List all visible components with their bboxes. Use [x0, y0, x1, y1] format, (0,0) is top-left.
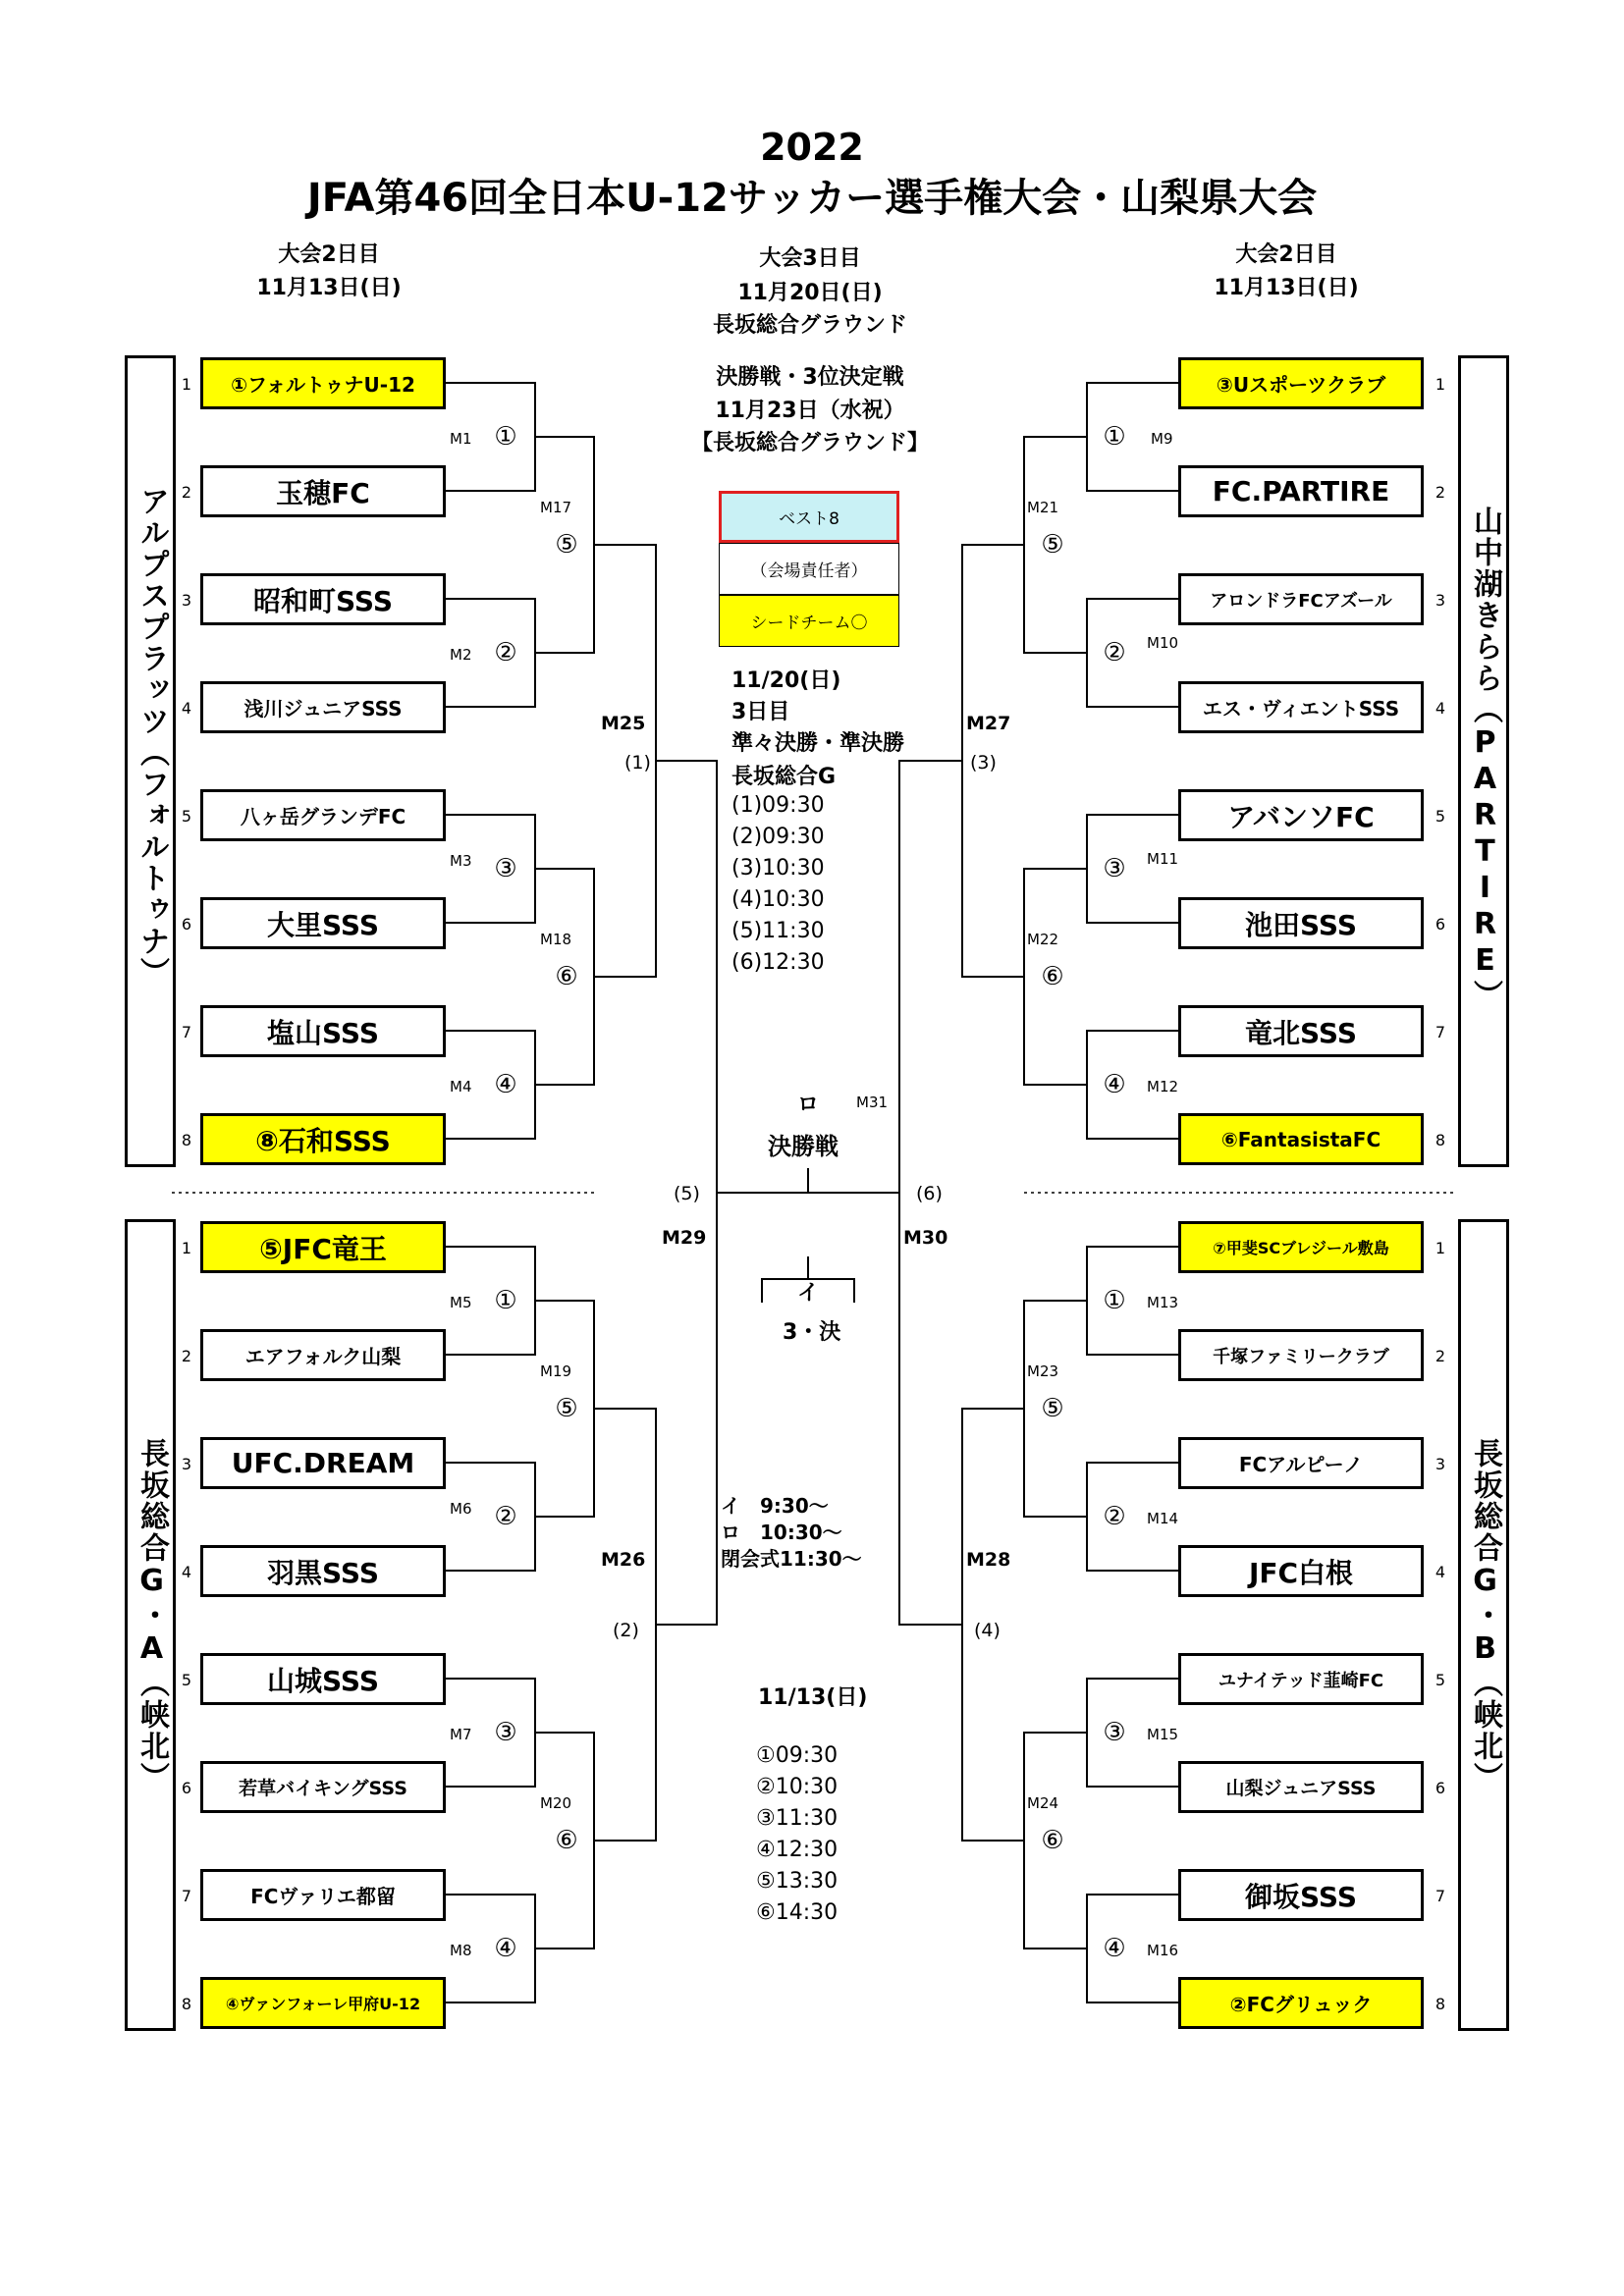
match-time-slot: (3) — [970, 752, 997, 774]
day2-date: 11/13(日) — [758, 1685, 868, 1710]
team-box: JFC白根 — [1178, 1545, 1424, 1597]
team-box: ①フォルトゥナU-12 — [200, 357, 446, 409]
team-box: 千塚ファミリークラブ — [1178, 1329, 1424, 1381]
team-box: エアフォルク山梨 — [200, 1329, 446, 1381]
team-box: 御坂SSS — [1178, 1869, 1424, 1921]
match-circle: ⑤ — [555, 530, 578, 560]
day2-time: ⑥14:30 — [756, 1900, 839, 1925]
final-venue: 【長坂総合グラウンド】 — [690, 431, 929, 455]
center-day: 大会3日目 — [759, 246, 861, 271]
match-number: M3 — [450, 852, 472, 870]
day2-time: ①09:30 — [756, 1743, 839, 1768]
match-circle: ④ — [494, 1934, 517, 1963]
match-number: M15 — [1147, 1726, 1179, 1743]
group-label: 山中湖きらら（PARTIRE） — [1468, 506, 1502, 1011]
match-number: M22 — [1027, 931, 1059, 948]
schedule-time: (4)10:30 — [731, 887, 825, 912]
match-time-slot: (6) — [916, 1183, 943, 1204]
team-box: ⑧石和SSS — [200, 1113, 446, 1165]
match-circle: ④ — [494, 1070, 517, 1099]
match-circle: ③ — [1103, 1718, 1126, 1747]
slot-number: 3 — [1435, 1455, 1446, 1473]
final-date: 11月23日（水祝） — [715, 399, 905, 423]
match-circle: ① — [1103, 422, 1126, 452]
final-schedule-line: 閉会式11:30〜 — [721, 1547, 862, 1571]
final-label: 決勝戦 — [768, 1133, 839, 1160]
slot-number: 7 — [1435, 1023, 1446, 1041]
match-circle: ⑤ — [1041, 530, 1064, 560]
final-schedule-line: ロ 10:30〜 — [721, 1521, 842, 1544]
match-circle: ⑥ — [1041, 962, 1064, 991]
slot-number: 2 — [181, 1347, 192, 1365]
match-number: M26 — [601, 1549, 646, 1571]
match-number: M1 — [450, 430, 472, 448]
slot-number: 6 — [1435, 1779, 1446, 1797]
team-box: ⑥FantasistaFC — [1178, 1113, 1424, 1165]
day2-time: ⑤13:30 — [756, 1869, 839, 1894]
match-circle: ⑤ — [1041, 1394, 1064, 1423]
legend-seed: シードチーム〇 — [719, 595, 899, 647]
schedule-date: 11/20(日) — [731, 668, 841, 693]
slot-number: 5 — [1435, 807, 1446, 826]
slot-number: 4 — [1435, 1563, 1446, 1581]
match-number: M16 — [1147, 1942, 1179, 1959]
third-place-label: 3・決 — [783, 1320, 841, 1345]
slot-number: 6 — [181, 915, 192, 934]
third-place-mark: イ — [797, 1281, 820, 1306]
group-label: 長坂総合G・B（峡北） — [1468, 1438, 1502, 1793]
slot-number: 8 — [181, 1995, 192, 2013]
match-circle: ④ — [1103, 1070, 1126, 1099]
match-number: M18 — [540, 931, 572, 948]
slot-number: 1 — [181, 375, 192, 394]
center-date: 11月20日(日) — [737, 281, 883, 305]
slot-number: 7 — [181, 1023, 192, 1041]
match-circle: ⑥ — [555, 962, 578, 991]
slot-number: 3 — [181, 591, 192, 610]
match-circle: ① — [1103, 1286, 1126, 1315]
schedule-time: (6)12:30 — [731, 950, 825, 975]
group-label: アルプスプラッツ（フォルトゥナ） — [135, 486, 169, 988]
team-box: 若草バイキングSSS — [200, 1761, 446, 1813]
match-number: M9 — [1151, 430, 1173, 448]
slot-number: 8 — [1435, 1995, 1446, 2013]
team-box: 山城SSS — [200, 1653, 446, 1705]
team-box: 玉穂FC — [200, 465, 446, 517]
team-box: エス・ヴィエントSSS — [1178, 681, 1424, 733]
team-box: 池田SSS — [1178, 897, 1424, 949]
match-circle: ② — [494, 638, 517, 667]
slot-number: 1 — [1435, 1239, 1446, 1257]
team-box: 浅川ジュニアSSS — [200, 681, 446, 733]
team-box: UFC.DREAM — [200, 1437, 446, 1489]
slot-number: 5 — [1435, 1671, 1446, 1689]
match-number: M11 — [1147, 850, 1179, 868]
match-number: M10 — [1147, 634, 1179, 652]
team-box: 昭和町SSS — [200, 573, 446, 625]
slot-number: 7 — [181, 1887, 192, 1905]
slot-number: 6 — [181, 1779, 192, 1797]
match-circle: ② — [494, 1502, 517, 1531]
slot-number: 3 — [1435, 591, 1446, 610]
team-box: 竜北SSS — [1178, 1005, 1424, 1057]
match-number: M20 — [540, 1794, 572, 1812]
match-number: M17 — [540, 499, 572, 516]
match-number: M21 — [1027, 499, 1059, 516]
schedule-venue: 長坂総合G — [731, 765, 837, 789]
schedule-time: (2)09:30 — [731, 825, 825, 849]
center-venue: 長坂総合グラウンド — [712, 313, 907, 338]
match-number: M25 — [601, 713, 646, 734]
match-number: M6 — [450, 1500, 472, 1518]
team-box: FCアルピーノ — [1178, 1437, 1424, 1489]
match-number: M28 — [966, 1549, 1011, 1571]
team-box: 山梨ジュニアSSS — [1178, 1761, 1424, 1813]
slot-number: 4 — [181, 1563, 192, 1581]
match-number: M19 — [540, 1362, 572, 1380]
legend-best8: ベスト8 — [719, 491, 899, 543]
match-number: M5 — [450, 1294, 472, 1311]
final-label: 決勝戦・3位決定戦 — [716, 365, 904, 390]
team-box: ⑤JFC竜王 — [200, 1221, 446, 1273]
team-box: 塩山SSS — [200, 1005, 446, 1057]
match-number: M23 — [1027, 1362, 1059, 1380]
schedule-time: (1)09:30 — [731, 793, 825, 818]
slot-number: 3 — [181, 1455, 192, 1473]
slot-number: 5 — [181, 807, 192, 826]
day2-time: ③11:30 — [756, 1806, 839, 1831]
match-time-slot: (2) — [613, 1620, 639, 1641]
match-number: M30 — [903, 1227, 948, 1249]
slot-number: 8 — [181, 1131, 192, 1149]
right-day: 大会2日目 — [1235, 242, 1337, 267]
legend-manager: （会場責任者） — [719, 543, 899, 595]
match-number: M29 — [662, 1227, 707, 1249]
match-number: M31 — [856, 1094, 889, 1111]
match-number: M8 — [450, 1942, 472, 1959]
team-box: アバンソFC — [1178, 789, 1424, 841]
match-number: M2 — [450, 646, 472, 664]
slot-number: 2 — [1435, 483, 1446, 502]
match-circle: ③ — [494, 1718, 517, 1747]
team-box: ③Uスポーツクラブ — [1178, 357, 1424, 409]
schedule-time: (3)10:30 — [731, 856, 825, 881]
match-time-slot: (5) — [674, 1183, 700, 1204]
match-number: M27 — [966, 713, 1011, 734]
match-circle: ③ — [494, 854, 517, 883]
slot-number: 1 — [181, 1239, 192, 1257]
team-box: FC.PARTIRE — [1178, 465, 1424, 517]
match-circle: ② — [1103, 638, 1126, 667]
team-box: ユナイテッド韮崎FC — [1178, 1653, 1424, 1705]
match-circle: ③ — [1103, 854, 1126, 883]
slot-number: 8 — [1435, 1131, 1446, 1149]
team-box: アロンドラFCアズール — [1178, 573, 1424, 625]
match-circle: ① — [494, 422, 517, 452]
final-schedule-line: イ 9:30〜 — [721, 1494, 829, 1518]
match-circle: ① — [494, 1286, 517, 1315]
left-day: 大会2日目 — [278, 242, 380, 267]
team-box: 羽黒SSS — [200, 1545, 446, 1597]
team-box: ④ヴァンフォーレ甲府U-12 — [200, 1977, 446, 2029]
slot-number: 5 — [181, 1671, 192, 1689]
match-number: M4 — [450, 1078, 472, 1095]
slot-number: 2 — [181, 483, 192, 502]
title-year: 2022 — [760, 126, 864, 169]
slot-number: 4 — [181, 699, 192, 718]
group-label: 長坂総合G・A（峡北） — [135, 1438, 169, 1793]
match-time-slot: (1) — [624, 752, 651, 774]
right-date: 11月13日(日) — [1214, 276, 1359, 300]
slot-number: 1 — [1435, 375, 1446, 394]
match-number: M13 — [1147, 1294, 1179, 1311]
team-box: FCヴァリエ都留 — [200, 1869, 446, 1921]
slot-number: 7 — [1435, 1887, 1446, 1905]
slot-number: 4 — [1435, 699, 1446, 718]
team-box: 大里SSS — [200, 897, 446, 949]
match-number: M24 — [1027, 1794, 1059, 1812]
match-circle: ④ — [1103, 1934, 1126, 1963]
final-mark: ロ — [797, 1093, 820, 1117]
match-number: M12 — [1147, 1078, 1179, 1095]
match-circle: ⑥ — [555, 1826, 578, 1855]
schedule-day: 3日目 — [731, 700, 790, 724]
match-number: M7 — [450, 1726, 472, 1743]
match-time-slot: (4) — [974, 1620, 1001, 1641]
schedule-rounds: 準々決勝・準決勝 — [731, 731, 905, 756]
match-circle: ⑤ — [555, 1394, 578, 1423]
match-number: M14 — [1147, 1510, 1179, 1527]
match-circle: ② — [1103, 1502, 1126, 1531]
page-title: JFA第46回全日本U-12サッカー選手権大会・山梨県大会 — [306, 176, 1318, 221]
schedule-time: (5)11:30 — [731, 919, 825, 943]
slot-number: 2 — [1435, 1347, 1446, 1365]
left-date: 11月13日(日) — [256, 276, 402, 300]
team-box: 八ヶ岳グランデFC — [200, 789, 446, 841]
day2-time: ④12:30 — [756, 1838, 839, 1862]
match-circle: ⑥ — [1041, 1826, 1064, 1855]
slot-number: 6 — [1435, 915, 1446, 934]
team-box: ②FCグリュック — [1178, 1977, 1424, 2029]
day2-time: ②10:30 — [756, 1775, 839, 1799]
team-box: ⑦甲斐SCブレジール敷島 — [1178, 1221, 1424, 1273]
